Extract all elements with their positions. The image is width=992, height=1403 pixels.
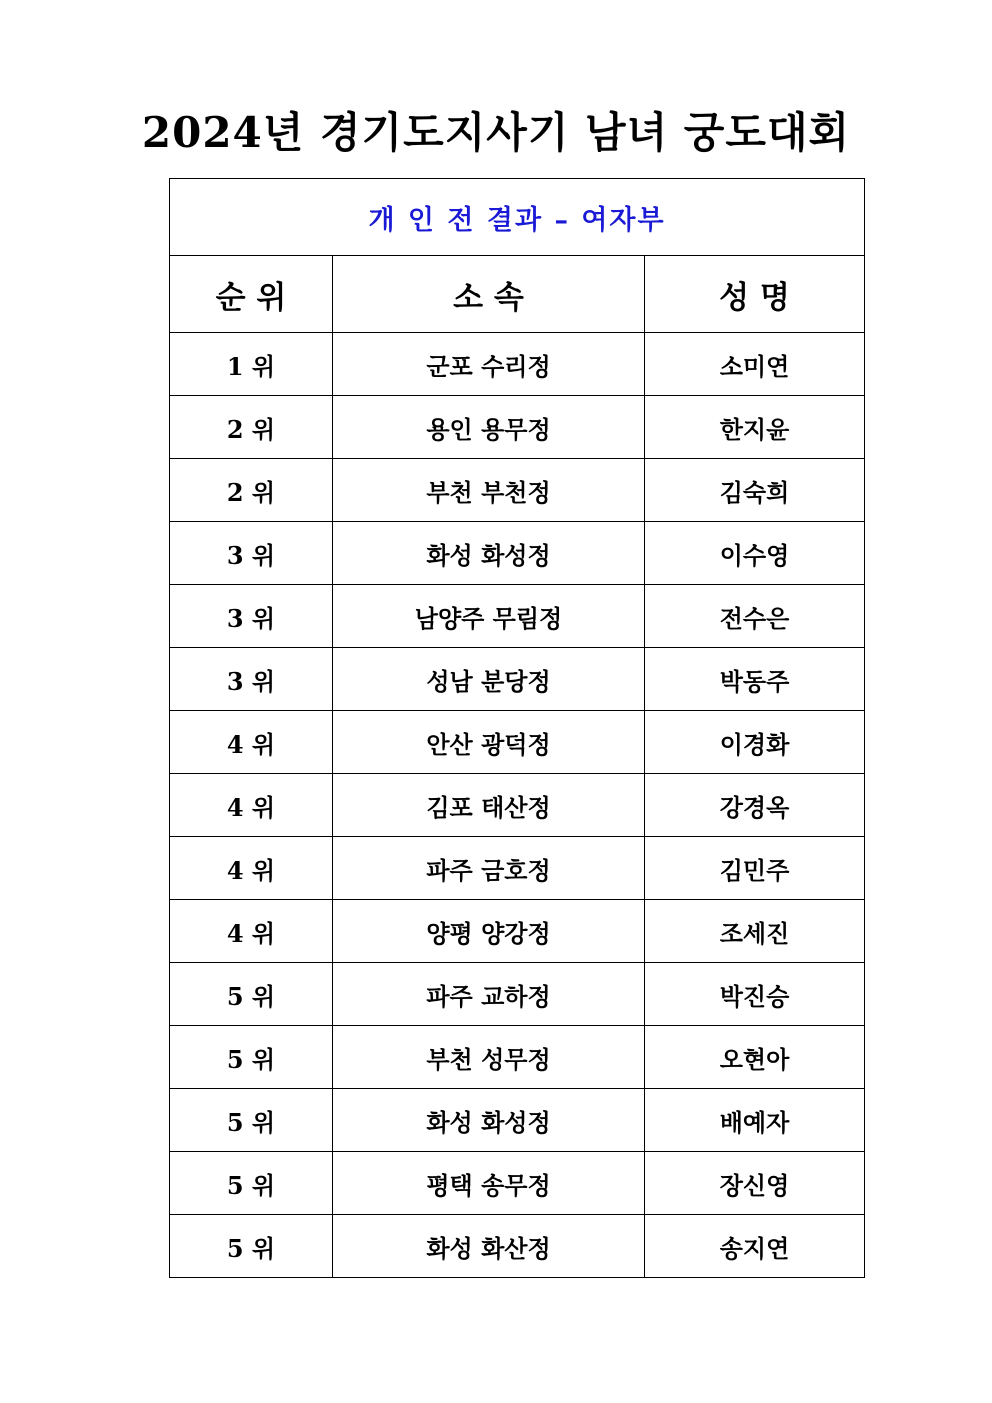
club-cell: 화성 화성정 — [333, 1089, 645, 1152]
club-cell: 평택 송무정 — [333, 1152, 645, 1215]
club-cell: 화성 화산정 — [333, 1215, 645, 1278]
name-cell: 김숙희 — [645, 459, 865, 522]
rank-cell: 3 위 — [170, 648, 333, 711]
rank-cell: 4 위 — [170, 837, 333, 900]
rank-cell: 1 위 — [170, 333, 333, 396]
name-cell: 한지윤 — [645, 396, 865, 459]
rank-cell: 3 위 — [170, 585, 333, 648]
table-row — [170, 774, 865, 837]
rank-cell: 2 위 — [170, 459, 333, 522]
table-row — [170, 1215, 865, 1278]
name-cell: 전수은 — [645, 585, 865, 648]
table-row — [170, 585, 865, 648]
rank-cell: 5 위 — [170, 1026, 333, 1089]
club-cell: 파주 금호정 — [333, 837, 645, 900]
table-row — [170, 333, 865, 396]
club-cell: 화성 화성정 — [333, 522, 645, 585]
rank-cell: 3 위 — [170, 522, 333, 585]
rank-cell: 5 위 — [170, 1152, 333, 1215]
name-cell: 이경화 — [645, 711, 865, 774]
club-cell: 안산 광덕정 — [333, 711, 645, 774]
name-cell: 박진승 — [645, 963, 865, 1026]
table-row — [170, 963, 865, 1026]
rank-cell: 4 위 — [170, 711, 333, 774]
name-cell: 소미연 — [645, 333, 865, 396]
rank-cell: 5 위 — [170, 963, 333, 1026]
table-row — [170, 711, 865, 774]
rank-cell: 5 위 — [170, 1089, 333, 1152]
club-cell: 군포 수리정 — [333, 333, 645, 396]
table-caption: 개 인 전 결과 – 여자부 — [170, 179, 865, 256]
name-cell: 조세진 — [645, 900, 865, 963]
name-cell: 박동주 — [645, 648, 865, 711]
name-cell: 김민주 — [645, 837, 865, 900]
table-row — [170, 900, 865, 963]
club-cell: 남양주 무림정 — [333, 585, 645, 648]
page-title: 2024년 경기도지사기 남녀 궁도대회 — [141, 108, 851, 157]
club-cell: 양평 양강정 — [333, 900, 645, 963]
club-cell: 김포 태산정 — [333, 774, 645, 837]
club-cell: 용인 용무정 — [333, 396, 645, 459]
header-row — [170, 256, 865, 333]
table-row — [170, 837, 865, 900]
club-cell: 파주 교하정 — [333, 963, 645, 1026]
table-row — [170, 1152, 865, 1215]
rank-cell: 4 위 — [170, 774, 333, 837]
name-cell: 배예자 — [645, 1089, 865, 1152]
header-club: 소 속 — [333, 256, 645, 333]
club-cell: 부천 부천정 — [333, 459, 645, 522]
club-cell: 부천 성무정 — [333, 1026, 645, 1089]
table-row — [170, 1026, 865, 1089]
table-row — [170, 1089, 865, 1152]
club-cell: 성남 분당정 — [333, 648, 645, 711]
name-cell: 강경옥 — [645, 774, 865, 837]
header-rank: 순 위 — [170, 256, 333, 333]
name-cell: 장신영 — [645, 1152, 865, 1215]
table-row — [170, 522, 865, 585]
table-row — [170, 396, 865, 459]
table-row — [170, 459, 865, 522]
rank-cell: 2 위 — [170, 396, 333, 459]
rank-cell: 5 위 — [170, 1215, 333, 1278]
name-cell: 이수영 — [645, 522, 865, 585]
name-cell: 송지연 — [645, 1215, 865, 1278]
results-table — [169, 178, 865, 1278]
table-row — [170, 648, 865, 711]
rank-cell: 4 위 — [170, 900, 333, 963]
name-cell: 오현아 — [645, 1026, 865, 1089]
header-name: 성 명 — [645, 256, 865, 333]
